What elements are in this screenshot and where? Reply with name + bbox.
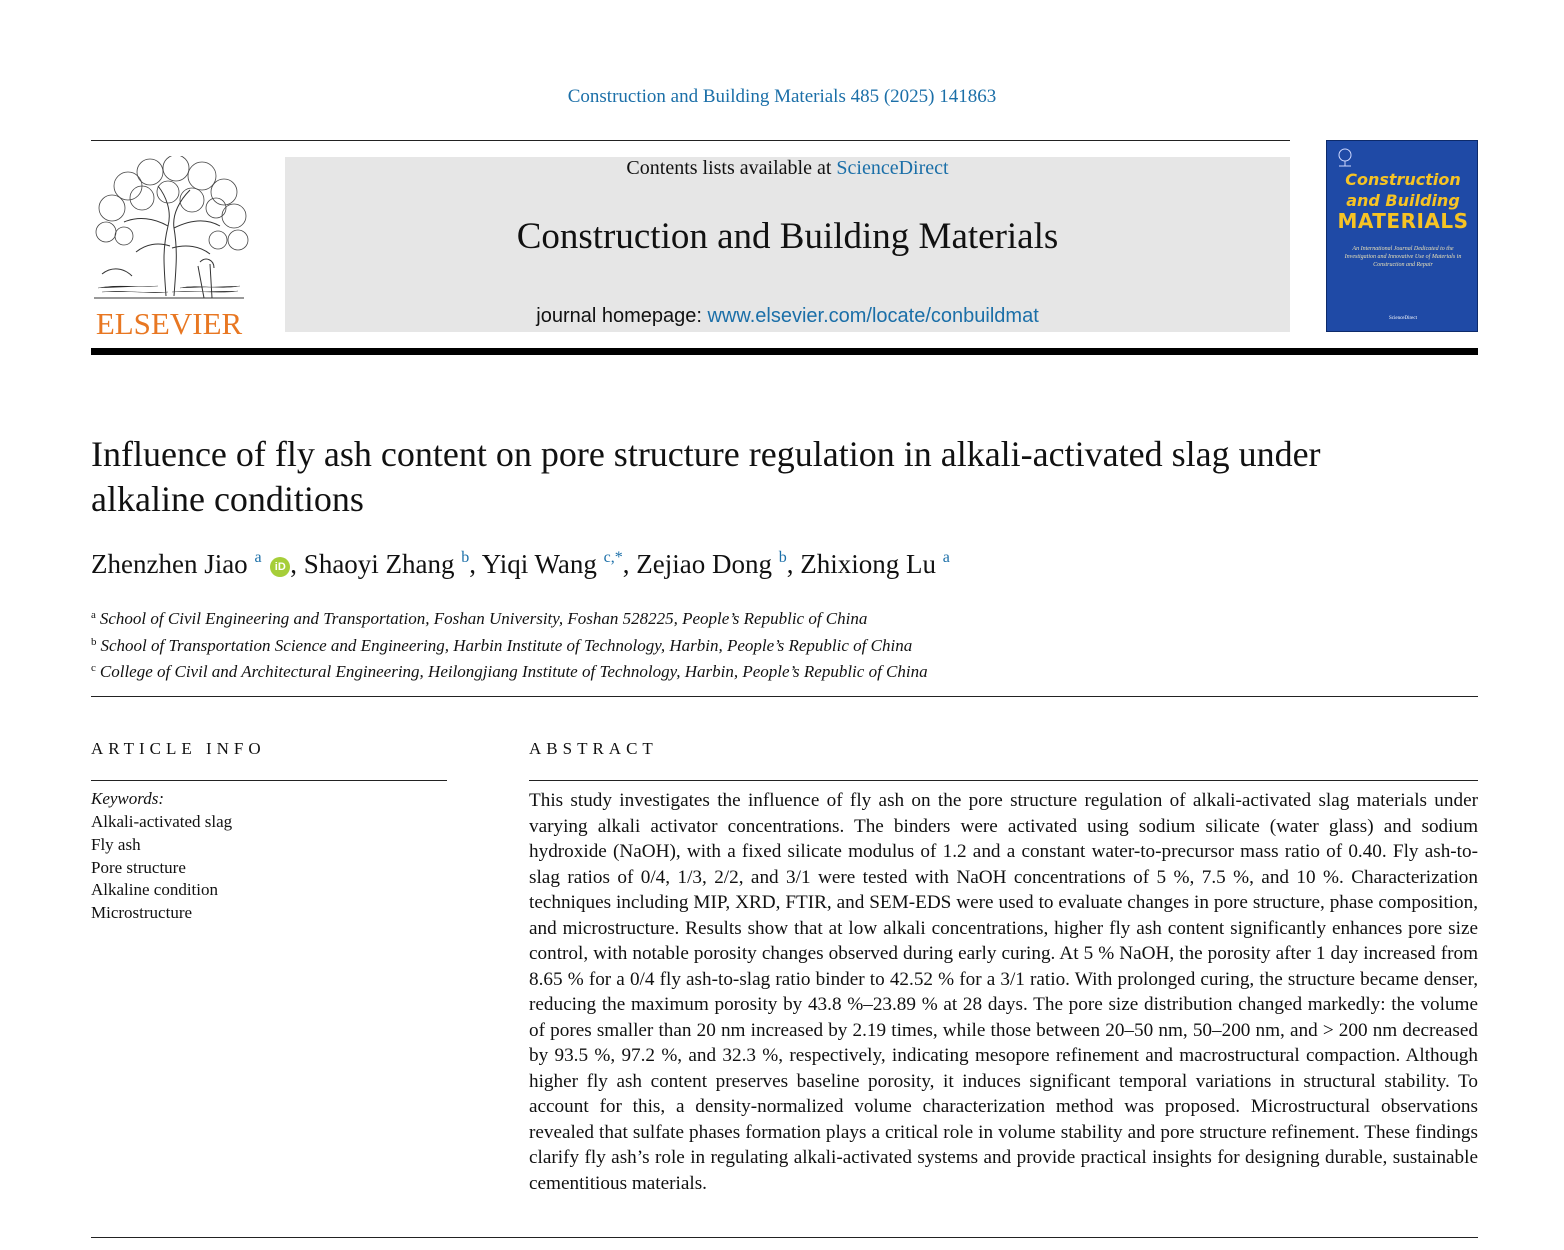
- author-name[interactable]: Shaoyi Zhang: [303, 549, 455, 579]
- keyword-item[interactable]: Alkali-activated slag: [91, 812, 233, 831]
- author-name[interactable]: Zhenzhen Jiao: [91, 549, 248, 579]
- keywords-label: Keywords:: [91, 789, 165, 808]
- contents-line: [285, 157, 1290, 180]
- article-info-rule: [91, 780, 447, 781]
- sciencedirect-link[interactable]: ScienceDirect: [836, 157, 949, 179]
- author-name[interactable]: Zhixiong Lu: [800, 549, 936, 579]
- cover-subtitle: An International Journal Dedicated to the Investigation and Innovative Use of Materials in Construction and Repair: [1344, 246, 1462, 268]
- affiliation-mark: b: [91, 635, 97, 648]
- homepage-link[interactable]: www.elsevier.com/locate/conbuildmat: [707, 305, 1039, 327]
- affiliation-text: College of Civil and Architectural Engineering, Heilongjiang Institute of Technology, Harbin, People’s Republic of China: [99, 662, 928, 682]
- elsevier-tree-icon: [88, 156, 250, 304]
- abstract-rule: [529, 780, 1478, 781]
- journal-homepage: [285, 305, 1290, 328]
- author-affil-mark[interactable]: c,*: [603, 549, 623, 566]
- article-info-heading: ARTICLE INFO: [91, 739, 266, 758]
- keyword-item[interactable]: Fly ash: [91, 834, 141, 854]
- section-divider: [91, 696, 1478, 697]
- keywords-list: [91, 811, 232, 925]
- author-name[interactable]: Yiqi Wang: [481, 549, 597, 579]
- homepage-prefix: journal homepage:: [536, 305, 708, 327]
- author-affil-mark[interactable]: b: [461, 549, 470, 566]
- cover-title: [1327, 169, 1478, 232]
- affiliation-item: [91, 631, 928, 658]
- cover-title-line3: MATERIALS: [1337, 209, 1469, 233]
- keyword-item[interactable]: Alkaline condition: [91, 880, 219, 900]
- affiliation-mark: c: [91, 662, 96, 675]
- affiliation-list: [91, 604, 928, 684]
- author-list: Zhenzhen Jiao $^a$ iD , Shaoyi Zhang $^b$, Yiqi Wang $^{c,*}$, Zejiao Dong $^b$, Zhixiong Lu $^a$: [91, 549, 950, 579]
- abstract-heading: ABSTRACT: [529, 739, 658, 758]
- journal-cover[interactable]: [1326, 140, 1478, 332]
- author-name[interactable]: Zejiao Dong: [636, 549, 772, 579]
- header-thick-rule: [91, 348, 1478, 355]
- affiliation-text: School of Transportation Science and Engineering, Harbin Institute of Technology, Harbin, People’s Republic of China: [100, 635, 913, 655]
- cover-title-line1: Construction: [1345, 170, 1461, 189]
- author-affil-mark[interactable]: a: [942, 549, 950, 566]
- article-title: Influence of fly ash content on pore structure regulation in alkali-activated slag under alkaline conditions: [91, 434, 1321, 519]
- cover-title-line2: and Building: [1346, 191, 1460, 210]
- contents-prefix: Contents lists available at: [626, 157, 837, 179]
- bottom-rule: [91, 1237, 1478, 1238]
- orcid-icon[interactable]: iD: [270, 557, 290, 577]
- affiliation-item: [91, 657, 928, 684]
- author-affil-mark[interactable]: b: [778, 549, 787, 566]
- elsevier-wordmark: ELSEVIER: [95, 306, 243, 341]
- elsevier-logo[interactable]: [88, 156, 250, 341]
- abstract-text: This study investigates the influence of fly ash on the pore structure regulation of alkali-activated slag materials under varying alkali activator concentrations. The binders were activated using sodium silicate (water glass) and sodium hydroxide (NaOH), with a fixed silicate modulus of 1.2 and a constant water-to-precursor mass ratio of 0.40. Fly ash-to-slag ratios of 0/4, 1/3, 2/2, and 3/1 were tested with NaOH concentrations of 5 %, 7.5 %, and 10 %. Characterization techniques including MIP, XRD, FTIR, and SEM-EDS were used to evaluate changes in pore structure, phase composition, and microstructure. Results show that at low alkali concentrations, higher fly ash content significantly enhances pore size control, with notable porosity changes observed during early curing. At 5 % NaOH, the porosity after 1 day increased from 8.65 % for a 0/4 fly ash-to-slag ratio binder to 42.52 % for a 3/1 ratio. With prolonged curing, the structure became denser, reducing the maximum porosity by 43.8 %–23.89 % at 28 days. The pore size distribution changed markedly: the volume of pores smaller than 20 nm increased by 2.19 times, while those between 20–50 nm, 50–200 nm, and > 200 nm decreased by 93.5 %, 97.2 %, and 32.3 %, respectively, indicating mesopore refinement and macrostructural compaction. Although higher fly ash content preserves baseline porosity, it induces significant temporal variations in structural stability. To account for this, a density-normalized volume characterization method was proposed. Microstructural observations revealed that sulfate phases formation plays a critical role in volume stability and pore structure refinement. These findings clarify fly ash’s role in regulating alkali-activated systems and provide practical insights for designing durable, sustainable cementitious materials.: [529, 790, 1478, 1194]
- keyword-item[interactable]: Pore structure: [91, 857, 186, 877]
- top-rule: [91, 140, 1290, 141]
- affiliation-item: [91, 604, 928, 631]
- affiliation-text: School of Civil Engineering and Transportation, Foshan University, Foshan 528225, People’s Republic of China: [99, 609, 868, 628]
- author-affil-mark[interactable]: a: [254, 549, 262, 566]
- cover-footer: ScienceDirect: [1388, 316, 1418, 321]
- journal-citation[interactable]: Construction and Building Materials 485 (2025) 141863: [567, 86, 997, 107]
- journal-title: Construction and Building Materials: [516, 216, 1059, 257]
- affiliation-mark: a: [91, 609, 96, 621]
- keyword-item[interactable]: Microstructure: [91, 903, 193, 923]
- cover-publisher-icon: [1335, 147, 1355, 167]
